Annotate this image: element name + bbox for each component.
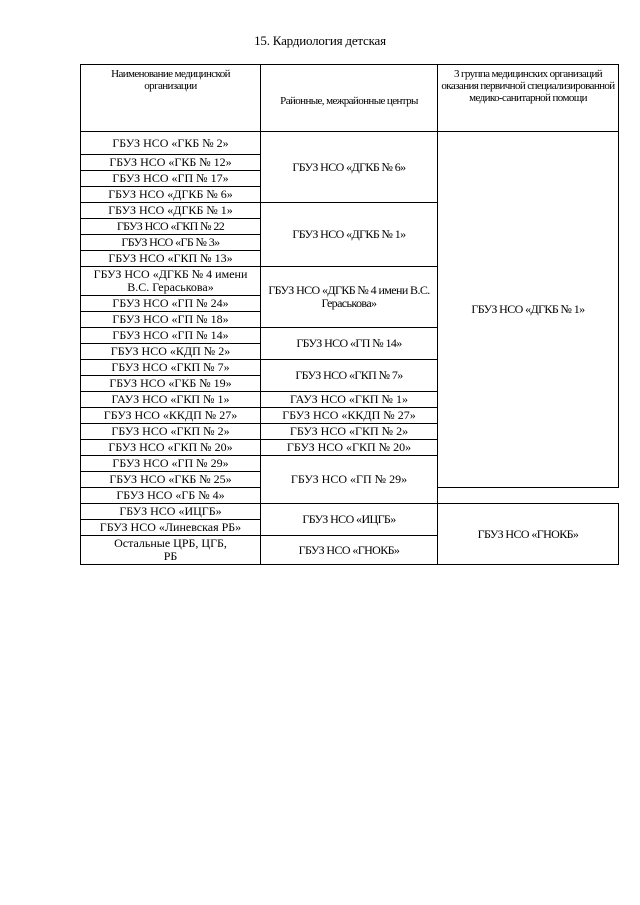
table-row [81,504,619,520]
group3-cell: ГБУЗ НСО «ДГКБ № 1» [438,132,619,488]
organization-cell: ГБУЗ НСО «ГКП № 7» [81,360,261,376]
center-cell: ГБУЗ НСО «ГКП № 20» [261,440,438,456]
table-header-row [81,65,619,132]
organization-cell: ГБУЗ НСО «ГП № 17» [81,171,261,187]
center-cell: ГАУЗ НСО «ГКП № 1» [261,392,438,408]
organization-cell: ГБУЗ НСО «ИЦГБ» [81,504,261,520]
center-cell: ГБУЗ НСО «ДГКБ № 6» [261,132,438,203]
organization-cell: ГБУЗ НСО «ДГКБ № 4 имени В.С. Гераськова» [81,267,261,296]
organization-cell: ГБУЗ НСО «ГКБ № 2» [81,132,261,155]
header-district-centers: Районные, межрайонные центры [261,65,438,132]
center-cell: ГБУЗ НСО «ГКП № 2» [261,424,438,440]
page-title: 15. Кардиология детская [254,33,386,48]
organization-cell: ГБУЗ НСО «ГКП № 20» [81,440,261,456]
table-row [81,132,619,155]
organization-cell: ГБУЗ НСО «ГП № 14» [81,328,261,344]
header-organization-name: Наименование медицинской организации [81,65,261,132]
organization-cell: ГБУЗ НСО «ДГКБ № 6» [81,187,261,203]
center-cell: ГБУЗ НСО «ДГКБ № 1» [261,203,438,267]
organization-cell: ГБУЗ НСО «ГБ № 4» [81,488,261,504]
center-cell: ГБУЗ НСО «ИЦГБ» [261,504,438,536]
organization-cell: ГБУЗ НСО «ГКП № 22 [81,219,261,235]
organization-cell: ГАУЗ НСО «ГКП № 1» [81,392,261,408]
center-cell: ГБУЗ НСО «ГНОКБ» [261,536,438,565]
organization-cell: ГБУЗ НСО «ДГКБ № 1» [81,203,261,219]
organization-cell: Остальные ЦРБ, ЦГБ, РБ [81,536,261,565]
center-cell: ГБУЗ НСО «ГП № 14» [261,328,438,360]
group3-cell: ГБУЗ НСО «ГНОКБ» [438,504,619,565]
organization-cell: ГБУЗ НСО «ГКБ № 25» [81,472,261,488]
organization-cell: ГБУЗ НСО «ГКБ № 19» [81,376,261,392]
center-cell: ГБУЗ НСО «ККДП № 27» [261,408,438,424]
cardiology-table [80,64,619,565]
organization-cell: ГБУЗ НСО «ГП № 24» [81,296,261,312]
organization-cell: ГБУЗ НСО «ГБ № 3» [81,235,261,251]
organization-cell: ГБУЗ НСО «Линевская РБ» [81,520,261,536]
organization-cell: ГБУЗ НСО «ГКП № 13» [81,251,261,267]
center-cell: ГБУЗ НСО «ГКП № 7» [261,360,438,392]
organization-cell: ГБУЗ НСО «ГКБ № 12» [81,155,261,171]
organization-cell: ГБУЗ НСО «ГП № 18» [81,312,261,328]
center-cell: ГБУЗ НСО «ГП № 29» [261,456,438,504]
center-cell: ГБУЗ НСО «ДГКБ № 4 имени В.С. Гераськова» [261,267,438,328]
organization-cell: ГБУЗ НСО «КДП № 2» [81,344,261,360]
organization-cell: ГБУЗ НСО «ГП № 29» [81,456,261,472]
organization-cell: ГБУЗ НСО «ГКП № 2» [81,424,261,440]
header-group3: 3 группа медицинских организаций оказания первичной специализированной медико-санитарной помощи [438,65,619,132]
organization-cell: ГБУЗ НСО «ККДП № 27» [81,408,261,424]
